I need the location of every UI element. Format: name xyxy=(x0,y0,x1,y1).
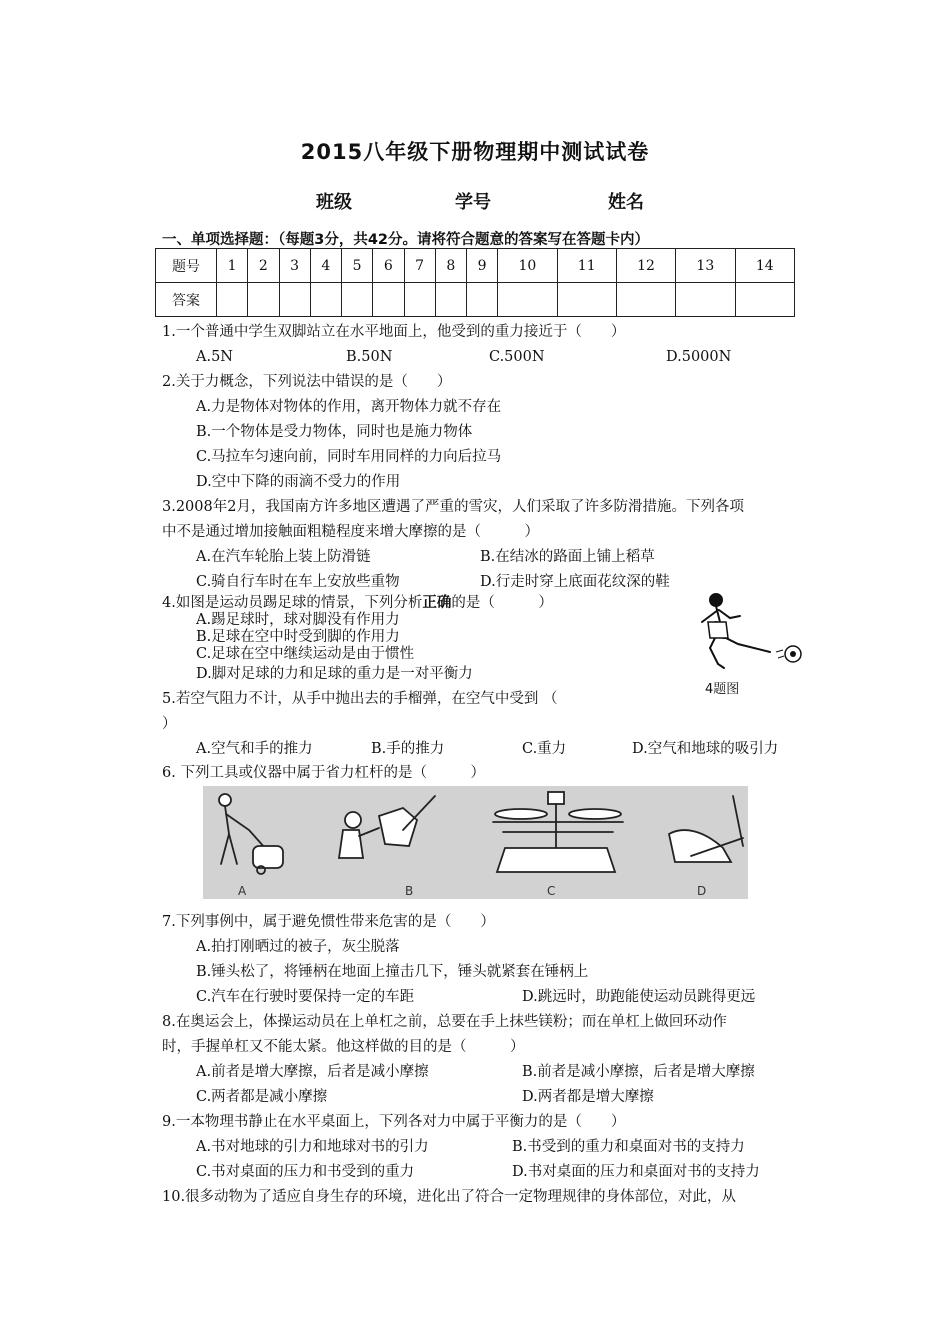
answer-cell[interactable] xyxy=(217,283,248,317)
student-id-label: 学号 xyxy=(455,192,491,213)
q6-label-b: B xyxy=(405,884,414,898)
table-cell-number: 1 xyxy=(217,249,248,283)
q9-option-a: A.书对地球的引力和地球对书的引力 xyxy=(196,1139,429,1155)
answer-cell[interactable] xyxy=(342,283,373,317)
q4-stem-emphasis: 正确 xyxy=(422,595,452,611)
q3-stem-line1: 3.2008年2月，我国南方许多地区遭遇了严重的雪灾，人们采取了许多防滑措施。下列各项 xyxy=(162,499,744,515)
q7-option-c: C.汽车在行驶时要保持一定的车距 xyxy=(196,989,415,1005)
q8-stem-line1: 8.在奥运会上，体操运动员在上单杠之前，总要在手上抹些镁粉；而在单杠上做回环动作 xyxy=(162,1014,727,1030)
answer-cell[interactable] xyxy=(279,283,310,317)
q4-figure-caption: 4题图 xyxy=(705,682,740,697)
q8-option-b: B.前者是减小摩擦，后者是增大摩擦 xyxy=(522,1064,755,1080)
q9-stem: 9.一本物理书静止在水平桌面上，下列各对力中属于平衡力的是（ ） xyxy=(162,1114,626,1130)
q8-option-c: C.两者都是减小摩擦 xyxy=(196,1089,328,1105)
answer-cell[interactable] xyxy=(557,283,616,317)
table-cell-number: 3 xyxy=(279,249,310,283)
answer-cell[interactable] xyxy=(404,283,435,317)
q4-stem-post: 的是（ ） xyxy=(451,595,553,611)
q5-stem-end: ） xyxy=(162,716,177,732)
q7-option-a: A.拍打刚晒过的被子，灰尘脱落 xyxy=(196,939,400,955)
q4-option-d: D.脚对足球的力和足球的重力是一对平衡力 xyxy=(196,666,473,682)
answer-table xyxy=(155,248,795,317)
soccer-player-figure xyxy=(690,592,810,674)
q6-label-c: C xyxy=(547,884,556,898)
q7-stem: 7.下列事例中，属于避免惯性带来危害的是（ ） xyxy=(162,914,495,930)
name-label: 姓名 xyxy=(608,192,644,213)
q10-stem-line1: 10.很多动物为了适应自身生存的环境，进化出了符合一定物理规律的身体部位，对此，从 xyxy=(162,1189,737,1205)
answer-cell[interactable] xyxy=(248,283,279,317)
q2-option-a: A.力是物体对物体的作用，离开物体力就不存在 xyxy=(196,399,502,415)
q4-option-a: A.踢足球时，球对脚没有作用力 xyxy=(196,612,400,628)
q2-stem: 2.关于力概念，下列说法中错误的是（ ） xyxy=(162,374,452,390)
answer-cell[interactable] xyxy=(467,283,498,317)
q7-option-b: B.锤头松了，将锤柄在地面上撞击几下，锤头就紧套在锤柄上 xyxy=(196,964,589,980)
q1-stem: 1.一个普通中学生双脚站立在水平地面上，他受到的重力接近于（ ） xyxy=(162,324,626,340)
q8-option-d: D.两者都是增大摩擦 xyxy=(522,1089,654,1105)
q3-option-b: B.在结冰的路面上铺上稻草 xyxy=(480,549,655,565)
table-cell-number: 5 xyxy=(342,249,373,283)
q5-option-a: A.空气和手的推力 xyxy=(196,741,313,757)
table-cell-number: 9 xyxy=(467,249,498,283)
section-heading: 一、单项选择题：（每题3分，共42分。请将符合题意的答案写在答题卡内） xyxy=(162,232,650,248)
q3-option-a: A.在汽车轮胎上装上防滑链 xyxy=(196,549,371,565)
q3-stem-line2: 中不是通过增加接触面粗糙程度来增大摩擦的是（ ） xyxy=(162,524,539,540)
q6-stem: 6. 下列工具或仪器中属于省力杠杆的是（ ） xyxy=(162,765,485,781)
answer-cell[interactable] xyxy=(373,283,404,317)
table-cell-number: 4 xyxy=(310,249,341,283)
table-cell-number: 13 xyxy=(676,249,735,283)
answer-cell[interactable] xyxy=(498,283,557,317)
class-label: 班级 xyxy=(316,192,352,213)
q1-option-a: A.5N xyxy=(196,349,233,365)
answer-cell[interactable] xyxy=(616,283,675,317)
answer-table-answer-row xyxy=(156,283,795,317)
answer-cell[interactable] xyxy=(735,283,795,317)
q5-option-c: C.重力 xyxy=(522,741,567,757)
q1-option-c: C.500N xyxy=(489,349,545,365)
q6-tools-figure xyxy=(203,786,748,899)
q9-option-c: C.书对桌面的压力和书受到的重力 xyxy=(196,1164,415,1180)
q3-option-d: D.行走时穿上底面花纹深的鞋 xyxy=(480,574,670,590)
q8-stem-line2: 时，手握单杠又不能太紧。他这样做的目的是（ ） xyxy=(162,1039,525,1055)
q6-label-d: D xyxy=(697,884,707,898)
table-cell-number: 6 xyxy=(373,249,404,283)
q5-option-d: D.空气和地球的吸引力 xyxy=(632,741,779,757)
q5-option-b: B.手的推力 xyxy=(371,741,445,757)
q3-option-c: C.骑自行车时在车上安放些重物 xyxy=(196,574,400,590)
table-header-answer: 答案 xyxy=(156,283,217,317)
q4-option-b: B.足球在空中时受到脚的作用力 xyxy=(196,629,400,645)
answer-table-number-row xyxy=(156,249,795,283)
table-cell-number: 12 xyxy=(616,249,675,283)
table-cell-number: 11 xyxy=(557,249,616,283)
q4-stem xyxy=(162,596,553,611)
table-header-number: 题号 xyxy=(156,249,217,283)
q2-option-c: C.马拉车匀速向前，同时车用同样的力向后拉马 xyxy=(196,449,502,465)
table-cell-number: 7 xyxy=(404,249,435,283)
exam-title: 2015八年级下册物理期中测试试卷 xyxy=(300,140,650,164)
answer-cell[interactable] xyxy=(435,283,466,317)
table-cell-number: 8 xyxy=(435,249,466,283)
q9-option-d: D.书对桌面的压力和桌面对书的支持力 xyxy=(512,1164,760,1180)
q7-option-d: D.跳远时，助跑能使运动员跳得更远 xyxy=(522,989,756,1005)
q4-stem-pre: 4.如图是运动员踢足球的情景，下列分析 xyxy=(162,595,423,611)
q6-label-a: A xyxy=(238,884,247,898)
tools-illustration xyxy=(203,786,748,899)
q1-option-b: B.50N xyxy=(346,349,393,365)
q4-option-c: C.足球在空中继续运动是由于惯性 xyxy=(196,646,415,662)
q1-option-d: D.5000N xyxy=(666,349,732,365)
table-cell-number: 10 xyxy=(498,249,557,283)
table-cell-number: 14 xyxy=(735,249,795,283)
answer-cell[interactable] xyxy=(676,283,735,317)
answer-cell[interactable] xyxy=(310,283,341,317)
q9-option-b: B.书受到的重力和桌面对书的支持力 xyxy=(512,1139,745,1155)
q2-option-b: B.一个物体是受力物体，同时也是施力物体 xyxy=(196,424,473,440)
q5-stem: 5.若空气阻力不计，从手中抛出去的手榴弹，在空气中受到 （ xyxy=(162,691,558,707)
q8-option-a: A.前者是增大摩擦，后者是减小摩擦 xyxy=(196,1064,429,1080)
table-cell-number: 2 xyxy=(248,249,279,283)
q2-option-d: D.空中下降的雨滴不受力的作用 xyxy=(196,474,401,490)
